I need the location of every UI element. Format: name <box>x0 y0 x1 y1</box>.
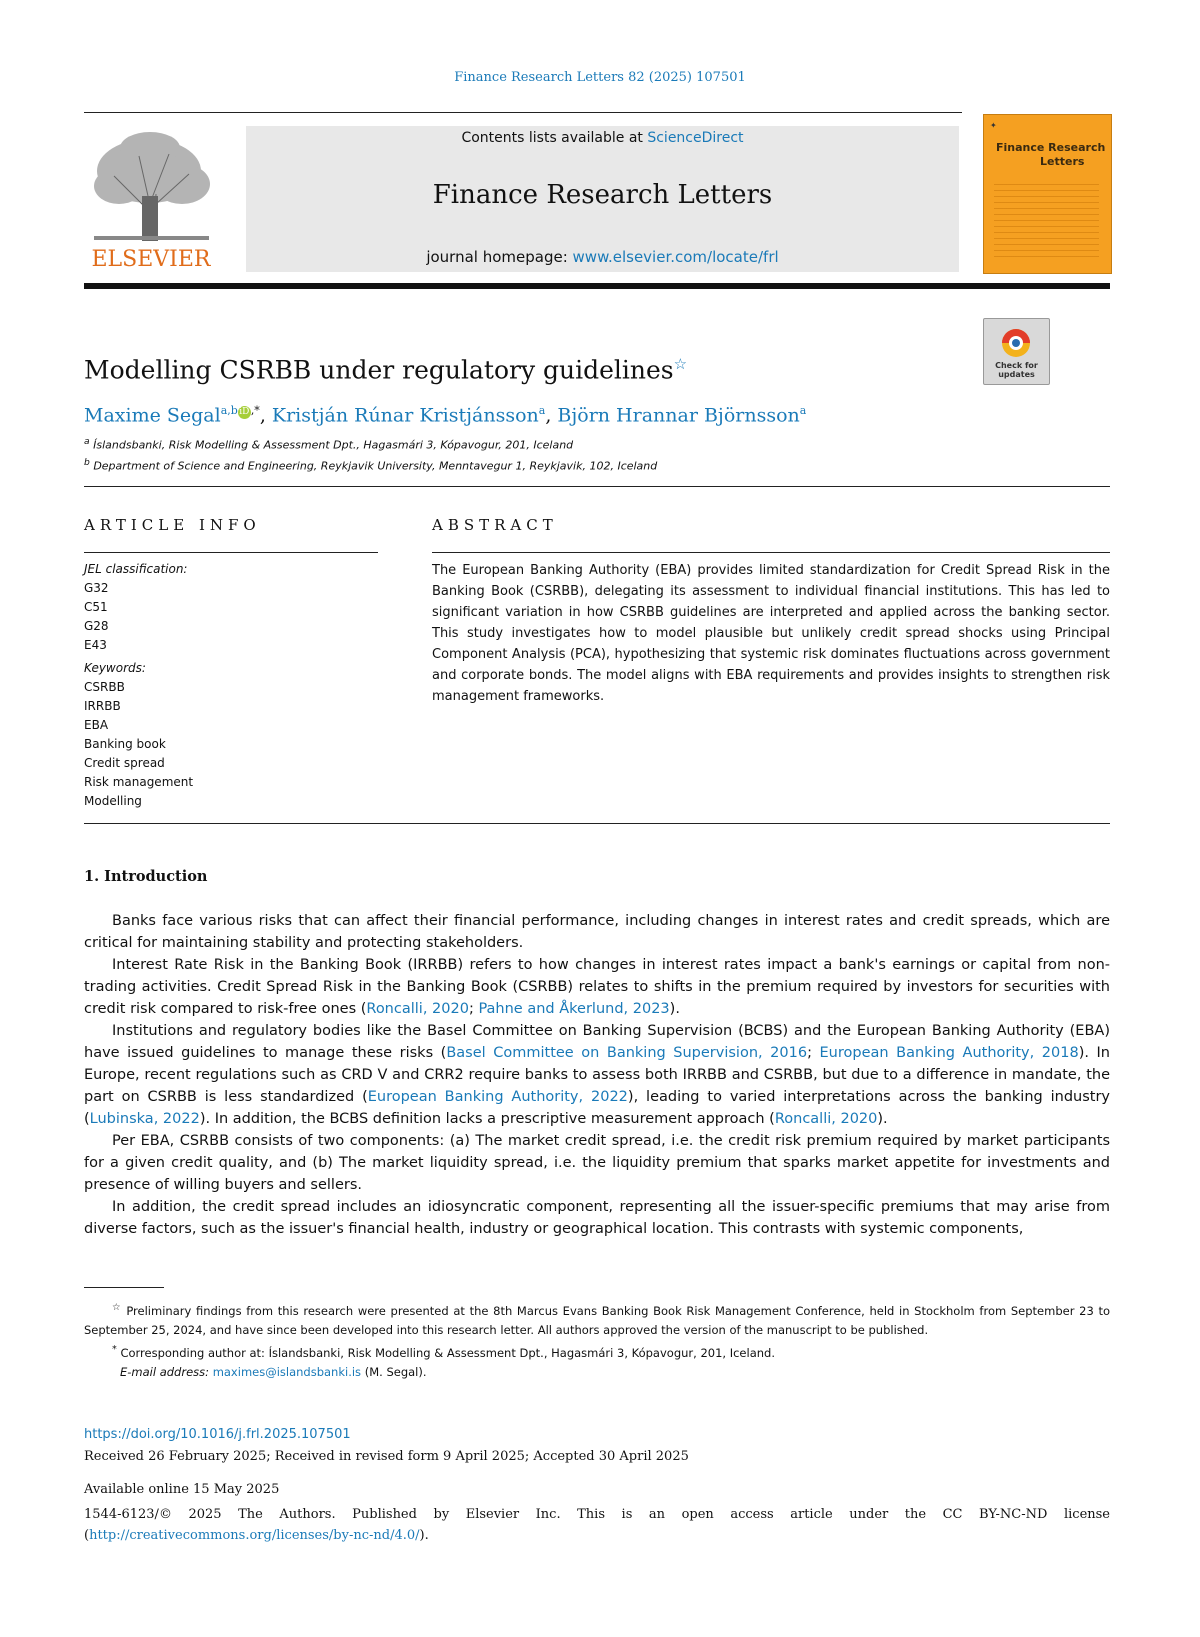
footnote-text: Preliminary findings from this research were presented at the 8th Marcus Evans Banking Book Risk Management Conference, held in Stockholm from September 23 to September 25, 2024, and have since been developed into this research letter. All authors approved the version of the manuscript to be published. <box>84 1303 1110 1337</box>
author-list: Maxime Segal$^{a,b}$iD,*, Kristján Rúnar Kristjánsson$^a$, Björn Hrannar Björnsson$^a$ <box>84 404 807 427</box>
abstract-text: The European Banking Authority (EBA) provides limited standardization for Credit Spread Risk in the Banking Book (CSRBB), delegating its assessment to individual financial institutions. This has led to significant variation in how CSRBB guidelines are interpreted and applied across the banking sector. This study investigates how to model plausible but unlikely credit spread shocks using Principal Component Analysis (PCA), hypothesizing that systemic risk dominates fluctuations across government and corporate bonds. The model aligns with EBA requirements and provides insights to strengthen risk management frameworks. <box>432 563 1110 704</box>
keyword: EBA <box>84 718 109 732</box>
text-run: Interest Rate Risk in the Banking Book (IRRBB) refers to how changes in interest rates impact a bank's earnings or capital from non-trading activities. Credit Spread Risk in the Banking Book (CSRBB) relates to shifts in the premium required by investors for securities with credit risk compared to risk-free ones ( <box>84 957 1110 1017</box>
text-run: ). <box>877 1111 888 1127</box>
jel-code: G28 <box>84 619 109 633</box>
text-run: ). In addition, the BCBS definition lacks a prescriptive measurement approach ( <box>199 1111 775 1127</box>
keywords-label: Keywords: <box>84 661 146 675</box>
title-star-icon[interactable]: ☆ <box>673 355 688 373</box>
author-sup: a <box>799 404 807 417</box>
footnote-star-icon: ☆ <box>112 1302 122 1313</box>
citation-link[interactable]: Lubinska, 2022 <box>89 1111 200 1127</box>
paragraph: Per EBA, CSRBB consists of two components: (a) The market credit spread, i.e. the credit risk premium required by market participants for a given credit quality, and (b) The market liquidity spread, i.e. the liquidity premium that sparks market appetite for investments and presence of willing buyers and sellers. <box>84 1133 1110 1193</box>
keyword: Banking book <box>84 737 166 751</box>
keyword: Credit spread <box>84 756 165 770</box>
author-sup: a <box>538 404 546 417</box>
text-run: ( <box>84 1528 90 1543</box>
cover-logo-icon: ✦ <box>990 121 997 130</box>
text-run: ), leading to varied interpretations across the banking industry ( <box>84 1089 1111 1127</box>
affiliation-text: Íslandsbanki, Risk Modelling & Assessment Dpt., Hagasmári 3, Kópavogur, 201, Iceland <box>93 438 574 452</box>
footnotes <box>84 1298 1110 1382</box>
elsevier-tree-icon <box>84 126 218 272</box>
affiliation <box>84 436 573 452</box>
author-name[interactable]: Maxime Segal <box>84 404 221 427</box>
citation-link[interactable]: European Banking Authority, 2018 <box>819 1045 1079 1061</box>
citation-link[interactable]: Pahne and Åkerlund, 2023 <box>478 1001 670 1017</box>
keyword: CSRBB <box>84 680 125 694</box>
journal-name: Finance Research Letters <box>432 180 773 210</box>
footnote-mark: * <box>112 1343 117 1355</box>
badge-text: Check for updates <box>995 361 1038 379</box>
sciencedirect-link[interactable]: ScienceDirect <box>647 130 744 146</box>
divider <box>84 552 378 553</box>
footnote <box>84 1340 1110 1363</box>
license-link[interactable]: http://creativecommons.org/licenses/by-nc-nd/4.0/ <box>89 1528 420 1543</box>
journal-citation[interactable]: Finance Research Letters 82 (2025) 107501 <box>454 70 746 85</box>
affiliation-label: b <box>84 457 90 468</box>
paragraph <box>84 1020 1110 1130</box>
section-heading: 1. Introduction <box>84 868 208 885</box>
text-run: Institutions and regulatory bodies like the Basel Committee on Banking Supervision (BCBS) and the European Banking Authority (EBA) have issued guidelines to manage these risks ( <box>84 1023 1110 1061</box>
email-line <box>84 1363 1110 1382</box>
abstract-heading: ABSTRACT <box>432 516 558 534</box>
journal-cover[interactable] <box>983 114 1112 274</box>
jel-label: JEL classification: <box>84 562 188 576</box>
available-online: Available online 15 May 2025 <box>84 1482 280 1497</box>
article-title-text: Modelling CSRBB under regulatory guidelines <box>84 355 674 385</box>
header-rule <box>84 112 962 113</box>
doi-link-text[interactable]: https://doi.org/10.1016/j.frl.2025.107501 <box>84 1427 351 1442</box>
received-dates: Received 26 February 2025; Received in revised form 9 April 2025; Accepted 30 April 2025 <box>84 1449 689 1464</box>
text-run: ; <box>468 1001 479 1017</box>
author-name[interactable]: Kristján Rúnar Kristjánsson <box>271 404 539 427</box>
article-info-list <box>84 560 378 811</box>
article-title <box>84 355 687 384</box>
text-run: ; <box>807 1045 820 1061</box>
contents-prefix: Contents lists available at <box>461 130 648 146</box>
contents-line <box>246 130 959 146</box>
citation-link[interactable]: Roncalli, 2020 <box>774 1111 878 1127</box>
homepage-link[interactable]: www.elsevier.com/locate/frl <box>572 248 779 266</box>
affiliation-text: Department of Science and Engineering, Reykjavik University, Menntavegur 1, Reykjavik, 102, Iceland <box>93 459 658 473</box>
divider <box>84 486 1110 487</box>
paragraph: Banks face various risks that can affect their financial performance, including changes in interest rates and credit spreads, which are critical for maintaining stability and protecting stakeholders. <box>84 913 1110 951</box>
license-text <box>84 1504 1110 1546</box>
keyword: IRRBB <box>84 699 121 713</box>
author-name[interactable]: Björn Hrannar Björnsson <box>557 404 800 427</box>
citation-link[interactable]: Basel Committee on Banking Supervision, 2016 <box>446 1045 808 1061</box>
footnote <box>84 1298 1110 1340</box>
citation-link[interactable]: European Banking Authority, 2022 <box>367 1089 628 1105</box>
email-suffix: (M. Segal). <box>364 1364 427 1379</box>
cover-contents <box>994 179 1099 259</box>
email-link[interactable]: maximes@islandsbanki.is <box>212 1364 362 1379</box>
citation-link[interactable]: Roncalli, 2020 <box>366 1001 469 1017</box>
keyword: Risk management <box>84 775 194 789</box>
orcid-icon[interactable]: iD <box>239 407 250 417</box>
article-info-heading: ARTICLE INFO <box>84 516 261 534</box>
corresponding-mark: ,* <box>250 404 260 417</box>
affiliation-label: a <box>84 436 90 447</box>
divider <box>432 552 1110 553</box>
keyword: Modelling <box>84 794 142 808</box>
divider <box>84 823 1110 824</box>
jel-code: E43 <box>84 638 107 652</box>
email-label: E-mail address: <box>120 1364 210 1379</box>
check-for-updates-badge[interactable] <box>983 318 1050 385</box>
cover-title-1: Finance Research <box>996 141 1106 154</box>
introduction-body <box>84 910 1110 1240</box>
publisher-wordmark: ELSEVIER <box>91 247 211 272</box>
footnote-text: Corresponding author at: Íslandsbanki, Risk Modelling & Assessment Dpt., Hagasmári 3, Kópavogur, 201, Iceland. <box>120 1345 775 1360</box>
affiliation <box>84 457 657 473</box>
footnote-rule <box>84 1287 164 1288</box>
doi-link[interactable] <box>84 1427 351 1442</box>
homepage-prefix: journal homepage: <box>426 248 573 266</box>
cover-title-2: Letters <box>1040 155 1085 168</box>
paragraph <box>84 954 1110 1020</box>
jel-code: C51 <box>84 600 108 614</box>
text-run: ). <box>669 1001 680 1017</box>
paragraph: In addition, the credit spread includes an idiosyncratic component, representing all the issuer-specific premiums that may arise from diverse factors, such as the issuer's financial health, industry or geographical location. This contrasts with systemic components, <box>84 1199 1110 1237</box>
header-thick-rule <box>84 283 1110 289</box>
author-sup: a,b <box>220 404 238 417</box>
text-run: ). <box>419 1528 429 1543</box>
text-run: ). In Europe, recent regulations such as CRD V and CRR2 require banks to assess both IRRBB and CSRBB, but due to a difference in mandate, the part on CSRBB is less standardized ( <box>84 1045 1110 1105</box>
jel-code: G32 <box>84 581 109 595</box>
license-statement: 1544-6123/© 2025 The Authors. Published by Elsevier Inc. This is an open access article under the CC BY-NC-ND license <box>84 1507 1110 1522</box>
elsevier-logo[interactable] <box>84 126 218 272</box>
homepage-line <box>246 248 959 266</box>
